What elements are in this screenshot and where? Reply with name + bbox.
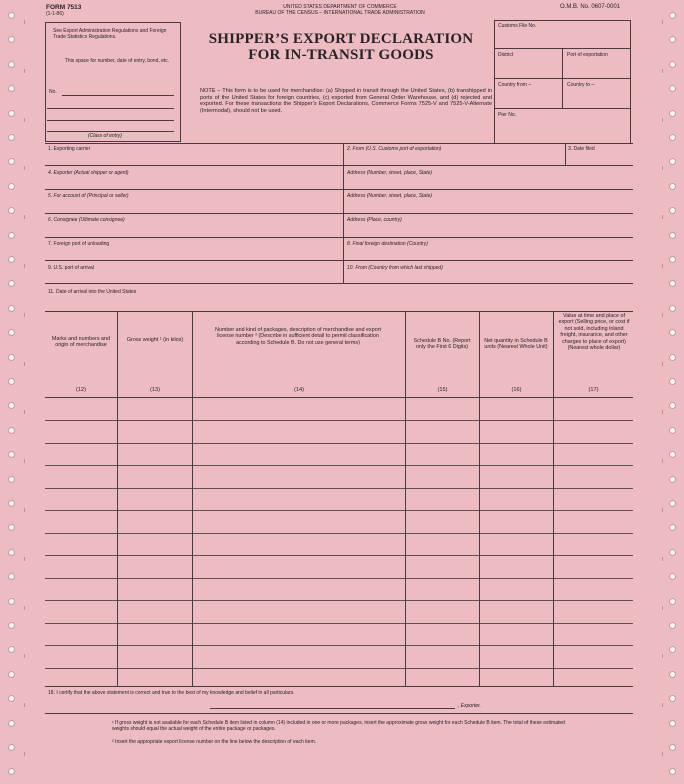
footnote-license: ² Insert the appropriate export license number on the line below the description of each item.	[112, 739, 317, 745]
table-row-line	[45, 645, 633, 646]
feed-hole	[669, 476, 676, 483]
column-divider	[117, 311, 118, 686]
feed-hole	[669, 378, 676, 385]
feed-hole	[669, 695, 676, 702]
feed-hole	[8, 744, 15, 751]
feed-hole	[669, 207, 676, 214]
perforation-mark	[24, 557, 25, 561]
field-from-port[interactable]: 2. From (U.S. Customs port of exportation)	[347, 146, 442, 152]
perforation-mark	[662, 752, 663, 756]
agency: UNITED STATES DEPARTMENT OF COMMERCE BUREAU OF THE CENSUS – INTERNATIONAL TRADE ADMINISTRATION	[255, 4, 425, 16]
perforation-mark	[24, 20, 25, 24]
regulations-text: See Export Administration Regulations and Foreign Trade Statistics Regulations.	[53, 28, 167, 40]
feed-hole	[669, 524, 676, 531]
feed-hole	[8, 110, 15, 117]
class-of-entry-label: (Class of entry)	[88, 133, 122, 139]
feed-hole	[8, 329, 15, 336]
feed-hole	[669, 622, 676, 629]
feed-hole	[8, 671, 15, 678]
feed-hole	[669, 280, 676, 287]
omb-number: O.M.B. No. 0607-0001	[560, 4, 621, 10]
table-row-line	[45, 420, 633, 421]
field-date-of-arrival[interactable]: 11. Date of arrival into the United States	[48, 289, 137, 295]
field-foreign-port[interactable]: 7. Foreign port of unloading	[48, 241, 110, 247]
table-row-line	[45, 623, 633, 624]
feed-hole	[8, 36, 15, 43]
feed-hole	[669, 402, 676, 409]
field-exporter[interactable]: 4. Exporter (Actual shipper or agent)	[48, 170, 129, 176]
table-row-line	[45, 443, 633, 444]
feed-hole	[8, 695, 15, 702]
perforation-mark	[24, 215, 25, 219]
col-17-number: (17)	[588, 387, 599, 393]
perforation-mark	[24, 118, 25, 122]
table-row-line	[45, 668, 633, 669]
feed-hole	[669, 183, 676, 190]
table-row-line	[45, 600, 633, 601]
field-from-country[interactable]: 10. From (Country from which last shipped)	[347, 265, 443, 271]
feed-hole	[8, 524, 15, 531]
feed-hole	[669, 305, 676, 312]
perforation-mark	[662, 654, 663, 658]
feed-hole	[8, 402, 15, 409]
certification-statement: 18. I certify that the above statement is correct and true to the best of my knowledge and belief in all particulars.	[48, 690, 295, 696]
field-exporter-address[interactable]: Address (Number, street, place, State)	[347, 170, 433, 176]
feed-hole	[8, 183, 15, 190]
feed-hole	[669, 232, 676, 239]
perforation-mark	[24, 410, 25, 414]
field-for-account-of[interactable]: 5. For account of (Principal or seller)	[48, 193, 129, 199]
table-row-line	[45, 465, 633, 466]
feed-hole	[669, 720, 676, 727]
feed-hole	[8, 354, 15, 361]
feed-hole	[669, 744, 676, 751]
feed-hole	[669, 768, 676, 775]
perforation-mark	[24, 313, 25, 317]
perforation-mark	[24, 654, 25, 658]
feed-hole	[8, 476, 15, 483]
table-row-line	[45, 488, 633, 489]
feed-hole	[669, 134, 676, 141]
form-title: SHIPPER’S EXPORT DECLARATION FOR IN-TRANSIT GOODS	[208, 31, 474, 63]
feed-hole	[669, 256, 676, 263]
feed-hole	[8, 134, 15, 141]
perforation-mark	[662, 703, 663, 707]
table-row-line	[45, 555, 633, 556]
pier-label: Pier No.	[498, 112, 517, 118]
perforation-mark	[662, 69, 663, 73]
perforation-mark	[662, 362, 663, 366]
feed-hole	[8, 61, 15, 68]
footnote-gross-weight: ¹ If gross weight is not available for each Schedule B item listed in column (14) included in one or more packages, insert the approximate gross weight for each Schedule B item. The total of these estimated weights should equal the actual weight of the entire package or packages.	[112, 720, 565, 732]
field-final-destination[interactable]: 8. Final foreign destination (Country)	[347, 241, 428, 247]
table-row-line	[45, 510, 633, 511]
feed-hole	[8, 768, 15, 775]
customs-file-label: Customs File No.	[498, 23, 537, 29]
col-13-number: (13)	[150, 387, 160, 393]
feed-hole	[8, 598, 15, 605]
col-schedule-b-header: Schedule B No. (Report only the First 6 Digits)	[413, 338, 471, 351]
field-date-filed[interactable]: 3. Date filed	[568, 146, 595, 152]
perforation-mark	[662, 606, 663, 610]
feed-hole	[669, 598, 676, 605]
country-from-label: Country from –	[498, 82, 532, 88]
col-net-quantity-header: Net quantity in Schedule B units (Nearest Whole Unit)	[484, 338, 548, 351]
field-consignee[interactable]: 6. Consignee (Ultimate consignee)	[48, 217, 125, 223]
column-divider	[192, 311, 193, 686]
column-divider	[553, 311, 554, 686]
perforation-mark	[24, 362, 25, 366]
col-marks-header: Marks and numbers and origin of merchandise	[51, 336, 111, 349]
feed-hole	[8, 207, 15, 214]
no-label: No.	[49, 89, 57, 95]
feed-hole	[669, 12, 676, 19]
feed-hole	[8, 232, 15, 239]
feed-hole	[8, 646, 15, 653]
perforation-mark	[662, 20, 663, 24]
feed-hole	[8, 12, 15, 19]
field-account-address[interactable]: Address (Number, street, place, State)	[347, 193, 433, 199]
feed-hole	[669, 451, 676, 458]
col-14-number: (14)	[294, 387, 304, 393]
space-note: This space for number, date of entry, bond, etc.	[64, 58, 170, 64]
perforation-mark	[24, 508, 25, 512]
feed-hole	[8, 622, 15, 629]
feed-hole	[669, 354, 676, 361]
feed-hole	[669, 549, 676, 556]
table-row-line	[45, 533, 633, 534]
perforation-mark	[662, 557, 663, 561]
col-value-header: Value at time and place of export (Selling price, or cost if not sold, including inland freight, insurance, and other charges to place of export) (Nearest whole dollar)	[558, 313, 630, 352]
perforation-mark	[24, 69, 25, 73]
feed-hole	[669, 85, 676, 92]
perforation-mark	[662, 215, 663, 219]
feed-hole	[8, 451, 15, 458]
perforation-mark	[662, 166, 663, 170]
feed-hole	[669, 573, 676, 580]
perforation-mark	[24, 166, 25, 170]
perforation-mark	[662, 264, 663, 268]
feed-hole	[669, 427, 676, 434]
perforation-mark	[662, 459, 663, 463]
perforation-mark	[662, 508, 663, 512]
col-gross-weight-header: Gross weight ¹ (in kilos)	[126, 337, 184, 343]
perforation-mark	[24, 703, 25, 707]
perforation-mark	[24, 752, 25, 756]
perforation-mark	[24, 459, 25, 463]
col-15-number: (15)	[437, 387, 448, 393]
feed-hole	[8, 305, 15, 312]
feed-hole	[669, 500, 676, 507]
table-row-line	[45, 578, 633, 579]
feed-hole	[669, 329, 676, 336]
feed-hole	[8, 720, 15, 727]
feed-hole	[8, 280, 15, 287]
usage-note: NOTE – This form is to be used for merchandise: (a) Shipped in transit through the United States, (b) transhipped in ports of the United States for foreign countries, (c) exported from General Order Warehouse, and (d) rejected and exported. For these transactions the Shipper’s Export Declarations, Commerce Forms 7525-V and 7525-V-Alternate (Intermodal), should not be used.	[200, 88, 492, 114]
perforation-mark	[24, 264, 25, 268]
feed-hole	[669, 110, 676, 117]
col-16-number: (16)	[511, 387, 522, 393]
feed-hole	[669, 671, 676, 678]
perforation-mark	[662, 410, 663, 414]
port-of-exportation-label: Port of exportation	[567, 52, 608, 58]
perforation-mark	[24, 606, 25, 610]
district-label: District	[498, 52, 514, 58]
col-12-number: (12)	[76, 387, 86, 393]
perforation-mark	[662, 118, 663, 122]
feed-hole	[8, 573, 15, 580]
form-number: FORM 7513 (1-1-86)	[46, 4, 82, 17]
exporter-signature-label[interactable]: , Exporter.	[458, 703, 481, 709]
perforation-mark	[662, 313, 663, 317]
feed-hole	[8, 378, 15, 385]
feed-hole	[8, 500, 15, 507]
feed-hole	[669, 36, 676, 43]
feed-hole	[8, 85, 15, 92]
field-us-port-arrival[interactable]: 9. U.S. port of arrival	[48, 265, 94, 271]
feed-hole	[669, 158, 676, 165]
feed-hole	[669, 61, 676, 68]
feed-hole	[8, 158, 15, 165]
col-description-header: Number and kind of packages, description of merchandise and export license number ² (Describe in sufficient detail to permit classification according to Schedule B. Do not use general terms)	[214, 327, 381, 346]
feed-hole	[8, 256, 15, 263]
country-to-label: Country to –	[567, 82, 595, 88]
feed-hole	[8, 427, 15, 434]
column-divider	[405, 311, 406, 686]
field-exporting-carrier[interactable]: 1. Exporting carrier	[48, 146, 91, 152]
feed-hole	[8, 549, 15, 556]
entry-box	[45, 22, 181, 142]
feed-hole	[669, 646, 676, 653]
column-divider	[479, 311, 480, 686]
field-consignee-address[interactable]: Address (Place, country)	[347, 217, 402, 223]
